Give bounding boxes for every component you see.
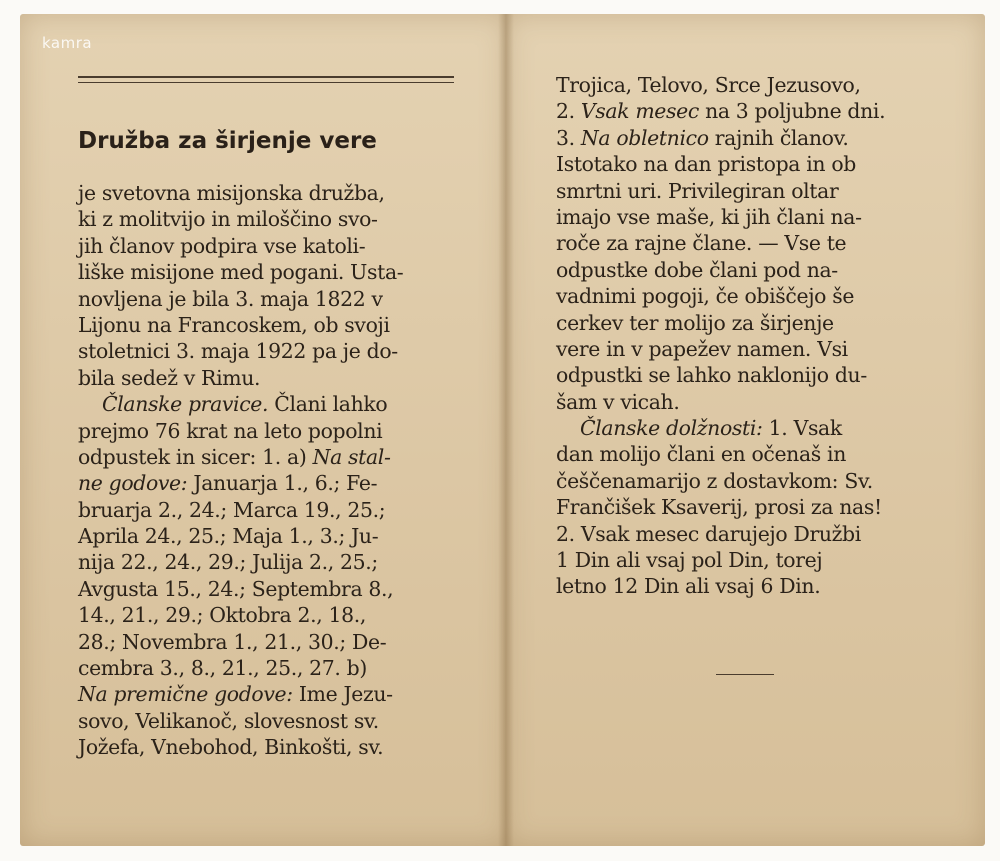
right-text-column [556,72,885,600]
text-segment: Trojica, Telovo, Srce Jezusovo, [556,73,861,97]
text-segment: liške misijone med pogani. Usta- [78,260,404,285]
text-line [78,470,403,496]
text-segment: novljena je bila 3. maja 1822 v [78,286,383,311]
text-segment: cerkev ter molijo za širjenje [556,310,834,335]
text-segment: Ime Jezu- [292,682,393,707]
text-line [556,415,885,441]
end-rule [716,674,774,675]
text-segment: imajo vse maše, ki jih člani na- [556,204,862,229]
text-line [556,283,885,309]
text-line [78,602,403,628]
text-line [556,362,885,388]
text-segment: Jožefa, Vnebohod, Binkošti, sv. [78,735,384,760]
text-segment: stoletnici 3. maja 1922 pa je do- [78,339,398,364]
text-segment: odpustke dobe člani pod na- [556,257,838,282]
text-segment: Avgusta 15., 24.; Septembra 8., [78,576,394,601]
italic-text: Članske pravice. [102,392,269,417]
top-double-rule-thin [78,82,454,83]
text-line [78,418,403,444]
text-segment: Člani lahko [268,392,388,417]
text-line [556,230,885,256]
text-segment: prejmo 76 krat na leto popolni [78,418,383,443]
italic-text: Članske dolžnosti: [580,416,763,441]
text-segment: Frančišek Ksaverij, prosi za nas! [556,495,882,520]
text-line [78,365,403,391]
text-segment: odpustki se lahko naklonijo du- [556,363,867,388]
text-segment: rajnih članov. [708,125,849,150]
text-line [78,259,403,285]
italic-text: Vsak mesec [580,99,699,124]
text-line [78,391,403,417]
text-segment: češčenamarijo z dostavkom: Sv. [556,468,873,493]
page-fold [498,14,514,846]
text-segment: odpustek in sicer: 1. a) [78,444,313,469]
text-line [556,547,885,573]
text-line [78,523,403,549]
text-segment: Aprila 24., 25.; Maja 1., 3.; Ju- [78,524,379,549]
text-segment: bruarja 2., 24.; Marca 19., 25.; [78,497,386,522]
text-line [556,389,885,415]
text-line [78,629,403,655]
watermark: kamra [42,34,93,52]
text-line [556,468,885,494]
text-line [556,441,885,467]
text-line [78,549,403,575]
text-line [78,497,403,523]
text-segment: vadnimi pogoji, če obiščejo še [556,284,855,309]
top-double-rule [78,76,454,78]
text-line [556,336,885,362]
text-line [556,125,885,151]
text-line [78,180,403,206]
text-line [78,708,403,734]
text-segment: je svetovna misijonska družba, [78,181,385,205]
text-line [556,521,885,547]
text-segment: na 3 poljubne dni. [698,99,886,124]
text-segment: 3. [556,125,581,150]
text-segment: šam v vicah. [556,389,680,414]
text-line [78,312,403,338]
text-segment: dan molijo člani en očenaš in [556,442,846,467]
text-segment: vere in v papežev namen. Vsi [556,336,848,361]
text-line [556,72,885,98]
text-segment: 2. [556,99,581,124]
text-segment: 1 Din ali vsaj pol Din, torej [556,548,823,573]
text-segment: roče za rajne člane. — Vse te [556,231,847,256]
italic-text: Na stal- [312,444,391,469]
text-segment: letno 12 Din ali vsaj 6 Din. [556,574,821,599]
text-line [78,444,403,470]
text-line [78,734,403,760]
text-segment: 1. Vsak [762,416,842,441]
text-segment: sovo, Velikanoč, slovesnost sv. [78,708,379,733]
text-segment: cembra 3., 8., 21., 25., 27. b) [78,656,367,681]
text-segment: 2. Vsak mesec darujejo Družbi [556,521,861,546]
text-segment: Januarja 1., 6.; Fe- [187,471,378,496]
text-line [556,178,885,204]
text-line [78,681,403,707]
text-line [78,206,403,232]
text-line [556,310,885,336]
text-line [78,286,403,312]
text-line [78,576,403,602]
page-heading: Družba za širjenje vere [78,128,377,154]
italic-text: Na premične godove: [78,682,293,707]
text-line [556,98,885,124]
text-segment: Lijonu na Francoskem, ob svoji [78,312,390,337]
text-line [78,233,403,259]
italic-text: Na obletnico [580,125,709,150]
text-line [78,655,403,681]
text-line [78,338,403,364]
text-segment: 14., 21., 29.; Oktobra 2., 18., [78,603,367,628]
left-text-column [78,180,403,761]
text-line [556,494,885,520]
italic-text: ne godove: [78,471,188,496]
text-segment: ki z molitvijo in miloščino svo- [78,207,378,232]
text-segment: smrtni uri. Privilegiran oltar [556,178,839,203]
text-segment: nija 22., 24., 29.; Julija 2., 25.; [78,550,378,575]
text-segment: Istotako na dan pristopa in ob [556,152,856,177]
text-segment: jih članov podpira vse katoli- [78,233,366,258]
text-line [556,151,885,177]
text-line [556,573,885,599]
text-line [556,204,885,230]
text-segment: 28.; Novembra 1., 21., 30.; De- [78,629,387,654]
text-line [556,257,885,283]
text-segment: bila sedež v Rimu. [78,365,261,390]
